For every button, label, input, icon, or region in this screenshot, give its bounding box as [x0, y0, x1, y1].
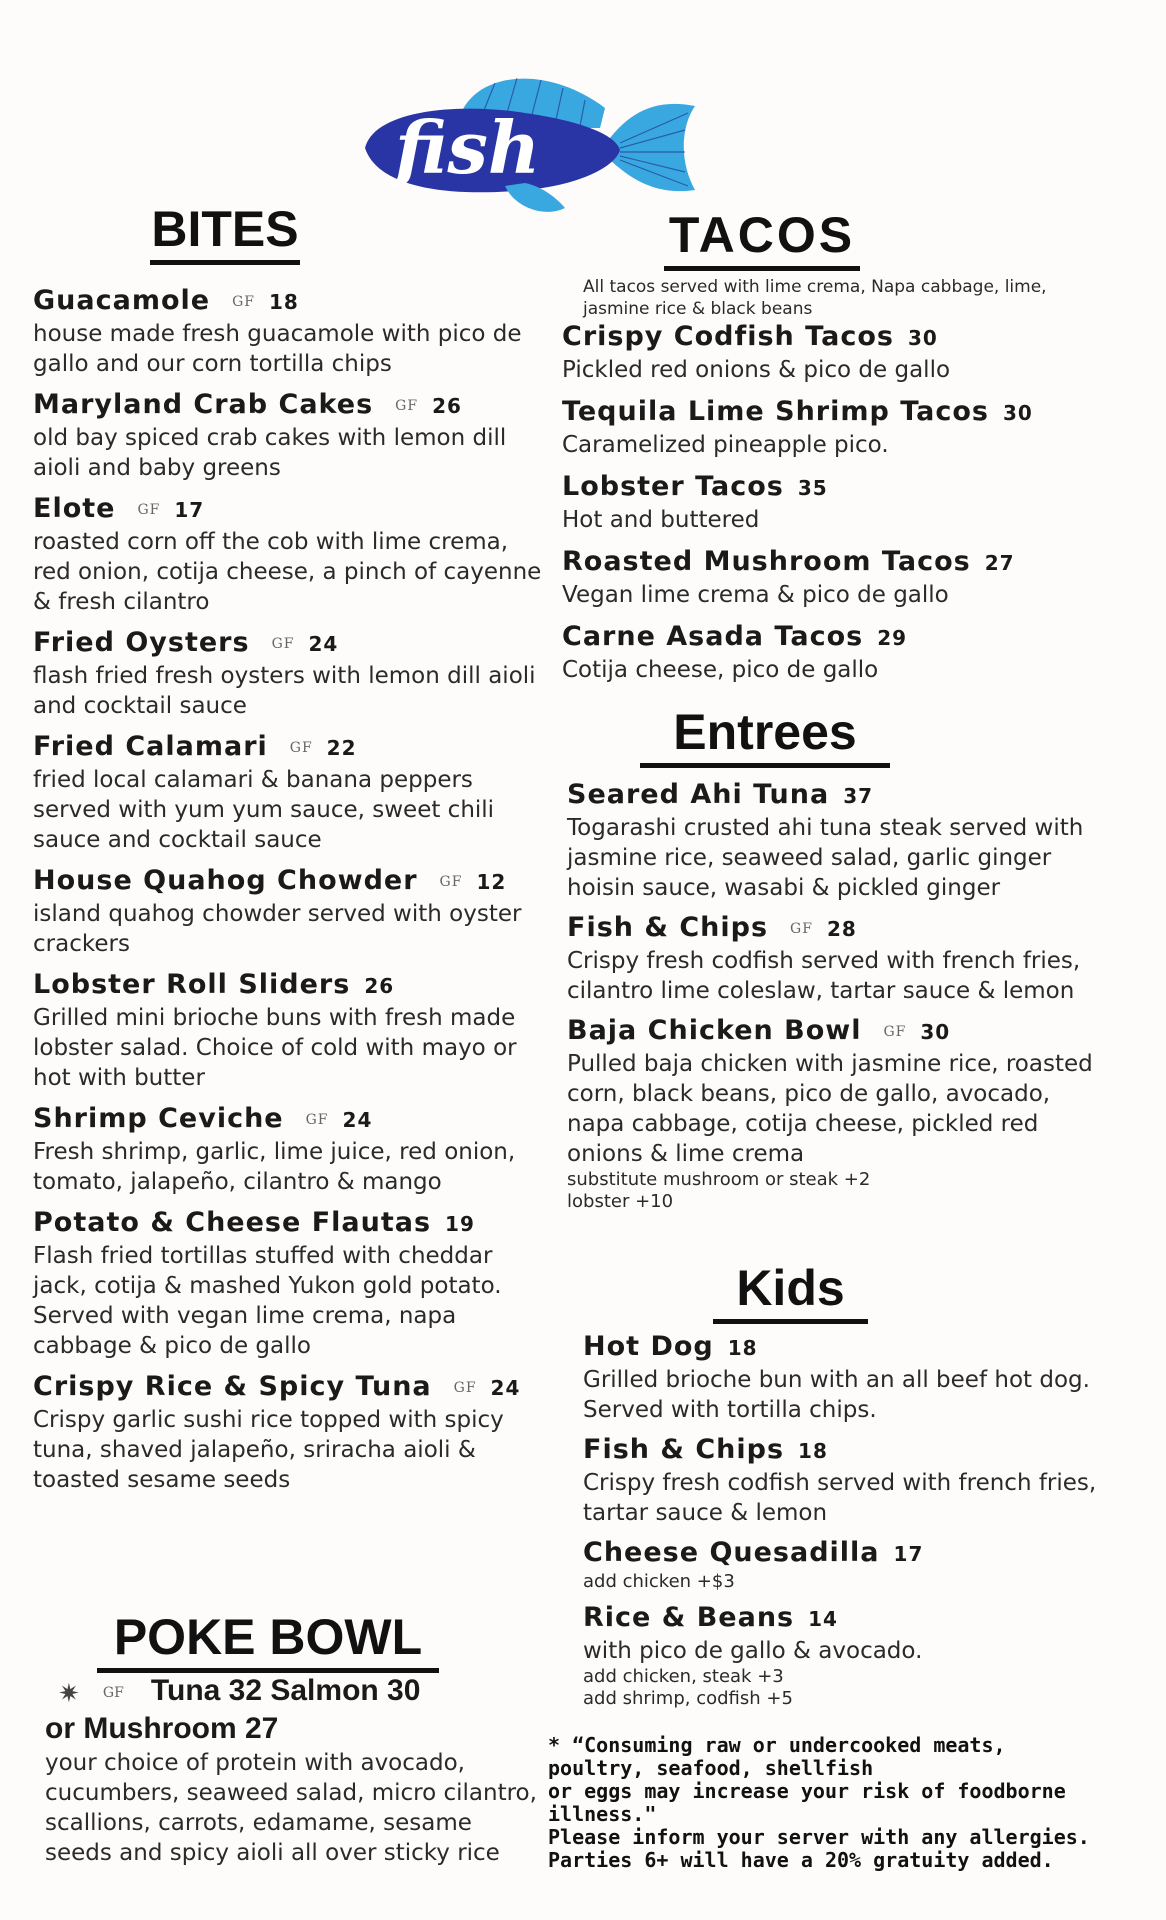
- item-description: Fresh shrimp, garlic, lime juice, red onion, tomato, jalapeño, cilantro & mango: [33, 1139, 516, 1195]
- item-name: Elote: [33, 493, 116, 524]
- item-name-row: [567, 1014, 1097, 1049]
- menu-item: [567, 911, 1097, 1006]
- item-price: 30: [907, 326, 938, 350]
- item-price: 24: [342, 1108, 373, 1132]
- item-price: 29: [877, 626, 908, 650]
- poke-prices: [58, 1674, 420, 1709]
- menu-item: [583, 1601, 1143, 1710]
- gf-badge: GF: [395, 398, 419, 414]
- item-name-row: [583, 1433, 1143, 1468]
- menu-item: [583, 1433, 1143, 1528]
- bites-list: [33, 284, 543, 1504]
- item-name: Hot Dog: [583, 1331, 714, 1362]
- item-name: Crispy Codfish Tacos: [562, 321, 894, 352]
- item-name: Baja Chicken Bowl: [567, 1015, 862, 1046]
- menu-item: [33, 626, 543, 721]
- item-name-row: [33, 1206, 543, 1241]
- menu-item: [33, 492, 543, 617]
- item-description: with pico de gallo & avocado.: [583, 1638, 923, 1664]
- item-price: 18: [798, 1439, 828, 1463]
- item-description: Grilled brioche bun with an all beef hot dog. Served with tortilla chips.: [583, 1367, 1090, 1423]
- gf-badge: GF: [453, 1380, 477, 1396]
- item-price: 35: [797, 476, 828, 500]
- item-price: 30: [1003, 401, 1033, 425]
- item-name-row: [567, 778, 1097, 813]
- item-description: Togarashi crusted ahi tuna steak served with jasmine rice, seaweed salad, garlic ginger hoisin sauce, wasabi & pickled ginger: [567, 815, 1084, 901]
- menu-item: [583, 1536, 1143, 1593]
- item-price: 18: [268, 290, 299, 314]
- item-name: Carne Asada Tacos: [562, 621, 864, 652]
- gf-badge: GF: [305, 1112, 329, 1128]
- item-name-row: [33, 968, 543, 1003]
- item-price: 12: [476, 870, 507, 894]
- item-price: 26: [364, 974, 395, 998]
- item-name-row: [33, 492, 543, 527]
- menu-item: [33, 968, 543, 1093]
- star-icon: ✷: [58, 1679, 80, 1709]
- item-description: house made fresh guacamole with pico de gallo and our corn tortilla chips: [33, 321, 522, 377]
- item-name-row: [567, 911, 1097, 946]
- menu-item: [33, 730, 543, 855]
- item-addon: lobster +10: [567, 1191, 674, 1212]
- item-name-row: [33, 284, 543, 319]
- item-description: Pulled baja chicken with jasmine rice, roasted corn, black beans, pico de gallo, avocado, napa cabbage, cotija cheese, pickled red onions & lime crema: [567, 1051, 1093, 1167]
- menu-item: [562, 320, 1062, 385]
- item-price: 22: [326, 736, 357, 760]
- item-description: flash fried fresh oysters with lemon dill aioli and cocktail sauce: [33, 663, 536, 719]
- item-description: Pickled red onions & pico de gallo: [562, 357, 951, 383]
- item-price: 28: [826, 917, 857, 941]
- fish-logo: [355, 68, 705, 228]
- item-description: Crispy fresh codfish served with french fries, cilantro lime coleslaw, tartar sauce & lemon: [567, 948, 1081, 1004]
- gf-badge: GF: [883, 1024, 907, 1040]
- item-name: Roasted Mushroom Tacos: [562, 546, 971, 577]
- item-name: Lobster Tacos: [562, 471, 784, 502]
- item-name-row: [33, 388, 543, 423]
- item-name: Potato & Cheese Flautas: [33, 1207, 432, 1238]
- item-name-row: [583, 1330, 1143, 1365]
- item-description: Vegan lime crema & pico de gallo: [562, 582, 949, 608]
- item-name: Fried Calamari: [33, 731, 268, 762]
- poke-bowl-heading: POKE BOWL: [97, 1612, 439, 1673]
- item-name: Guacamole: [33, 285, 211, 316]
- item-addon: substitute mushroom or steak +2: [567, 1169, 871, 1190]
- item-description: Grilled mini brioche buns with fresh made lobster salad. Choice of cold with mayo or hot with butter: [33, 1005, 517, 1091]
- item-description: Flash fried tortillas stuffed with cheddar jack, cotija & mashed Yukon gold potato. Served with vegan lime crema, napa cabbage & pico de gallo: [33, 1243, 502, 1359]
- item-description: Crispy garlic sushi rice topped with spicy tuna, shaved jalapeño, sriracha aioli & toasted sesame seeds: [33, 1407, 504, 1493]
- item-name-row: [562, 620, 1062, 655]
- item-name-row: [33, 626, 543, 661]
- entrees-list: [567, 778, 1097, 1221]
- item-price: 24: [308, 632, 339, 656]
- menu-item: [33, 1206, 543, 1361]
- item-price: 27: [984, 551, 1015, 575]
- menu-item: [33, 1102, 543, 1197]
- item-description: Caramelized pineapple pico.: [562, 432, 889, 458]
- item-name-row: [33, 1102, 543, 1137]
- item-name: Fish & Chips: [567, 912, 769, 943]
- tacos-heading: TACOS: [664, 210, 860, 271]
- menu-item: [33, 864, 543, 959]
- item-description: Cotija cheese, pico de gallo: [562, 657, 879, 683]
- gf-badge: GF: [790, 921, 813, 937]
- item-addon: add chicken, steak +3: [583, 1666, 784, 1687]
- menu-item: [567, 1014, 1097, 1213]
- gf-badge: GF: [137, 502, 161, 518]
- menu-item: [33, 1370, 543, 1495]
- bites-heading: BITES: [150, 204, 300, 265]
- item-name: Crispy Rice & Spicy Tuna: [33, 1371, 432, 1402]
- item-price: 17: [174, 498, 205, 522]
- item-name-row: [33, 1370, 543, 1405]
- item-price: 24: [490, 1376, 521, 1400]
- item-name-row: [562, 545, 1062, 580]
- logo-text: fish: [395, 105, 541, 190]
- gf-badge: GF: [271, 636, 295, 652]
- item-name-row: [562, 320, 1062, 355]
- menu-item: [562, 545, 1062, 610]
- item-name: Seared Ahi Tuna: [567, 779, 830, 810]
- item-name-row: [562, 470, 1062, 505]
- item-name-row: [33, 864, 543, 899]
- item-price: 30: [920, 1020, 951, 1044]
- menu-item: [33, 388, 543, 483]
- poke-mushroom-price: or Mushroom 27: [45, 1712, 279, 1745]
- item-addon: add chicken +$3: [583, 1571, 735, 1592]
- kids-heading: Kids: [713, 1263, 868, 1324]
- item-description: Hot and buttered: [562, 507, 760, 533]
- item-name-row: [33, 730, 543, 765]
- item-description: roasted corn off the cob with lime crema, red onion, cotija cheese, a pinch of cayenne & fresh cilantro: [33, 529, 542, 615]
- menu-item: [562, 395, 1062, 460]
- item-price: 17: [893, 1542, 924, 1566]
- item-name-row: [562, 395, 1062, 430]
- item-description: fried local calamari & banana peppers served with yum yum sauce, sweet chili sauce and cocktail sauce: [33, 767, 495, 853]
- item-name: Rice & Beans: [583, 1602, 795, 1633]
- item-name: House Quahog Chowder: [33, 865, 418, 896]
- gf-badge: GF: [102, 1685, 124, 1701]
- poke-description: your choice of protein with avocado, cucumbers, seaweed salad, micro cilantro, scallions, carrots, edamame, sesame seeds and spicy aioli all over sticky rice: [45, 1750, 537, 1866]
- item-description: old bay spiced crab cakes with lemon dill aioli and baby greens: [33, 425, 507, 481]
- tacos-list: [562, 320, 1062, 695]
- item-price: 37: [843, 784, 874, 808]
- item-name: Maryland Crab Cakes: [33, 389, 374, 420]
- menu-item: [562, 620, 1062, 685]
- item-name: Tequila Lime Shrimp Tacos: [562, 396, 990, 427]
- gf-badge: GF: [289, 740, 313, 756]
- item-name-row: [583, 1601, 1143, 1636]
- item-name: Shrimp Ceviche: [33, 1103, 284, 1134]
- item-name: Lobster Roll Sliders: [33, 969, 351, 1000]
- item-price: 18: [727, 1336, 758, 1360]
- item-addon: add shrimp, codfish +5: [583, 1688, 793, 1709]
- gf-badge: GF: [232, 294, 255, 310]
- menu-item: [567, 778, 1097, 903]
- poke-price-line: Tuna 32 Salmon 30: [150, 1674, 421, 1707]
- item-description: Crispy fresh codfish served with french fries, tartar sauce & lemon: [583, 1470, 1097, 1526]
- item-price: 14: [808, 1607, 838, 1631]
- item-price: 26: [432, 394, 462, 418]
- tacos-note: All tacos served with lime crema, Napa cabbage, lime, jasmine rice & black beans: [583, 277, 1047, 319]
- item-description: island quahog chowder served with oyster crackers: [33, 901, 522, 957]
- item-price: 19: [445, 1212, 475, 1236]
- gf-badge: GF: [439, 874, 463, 890]
- item-name: Cheese Quesadilla: [583, 1537, 880, 1568]
- item-name: Fish & Chips: [583, 1434, 785, 1465]
- menu-item: [33, 284, 543, 379]
- menu-item: [583, 1330, 1143, 1425]
- item-name: Fried Oysters: [33, 627, 250, 658]
- kids-list: [583, 1330, 1143, 1718]
- menu-item: [562, 470, 1062, 535]
- entrees-heading: Entrees: [640, 707, 890, 768]
- item-name-row: [583, 1536, 1143, 1571]
- food-safety-disclaimer: * “Consuming raw or undercooked meats, poultry, seafood, shellfish or eggs may increase your risk of foodborne illness." Please inform your server with any allergies. Parties 6+ will have a 20% gratuity added.: [548, 1733, 1090, 1872]
